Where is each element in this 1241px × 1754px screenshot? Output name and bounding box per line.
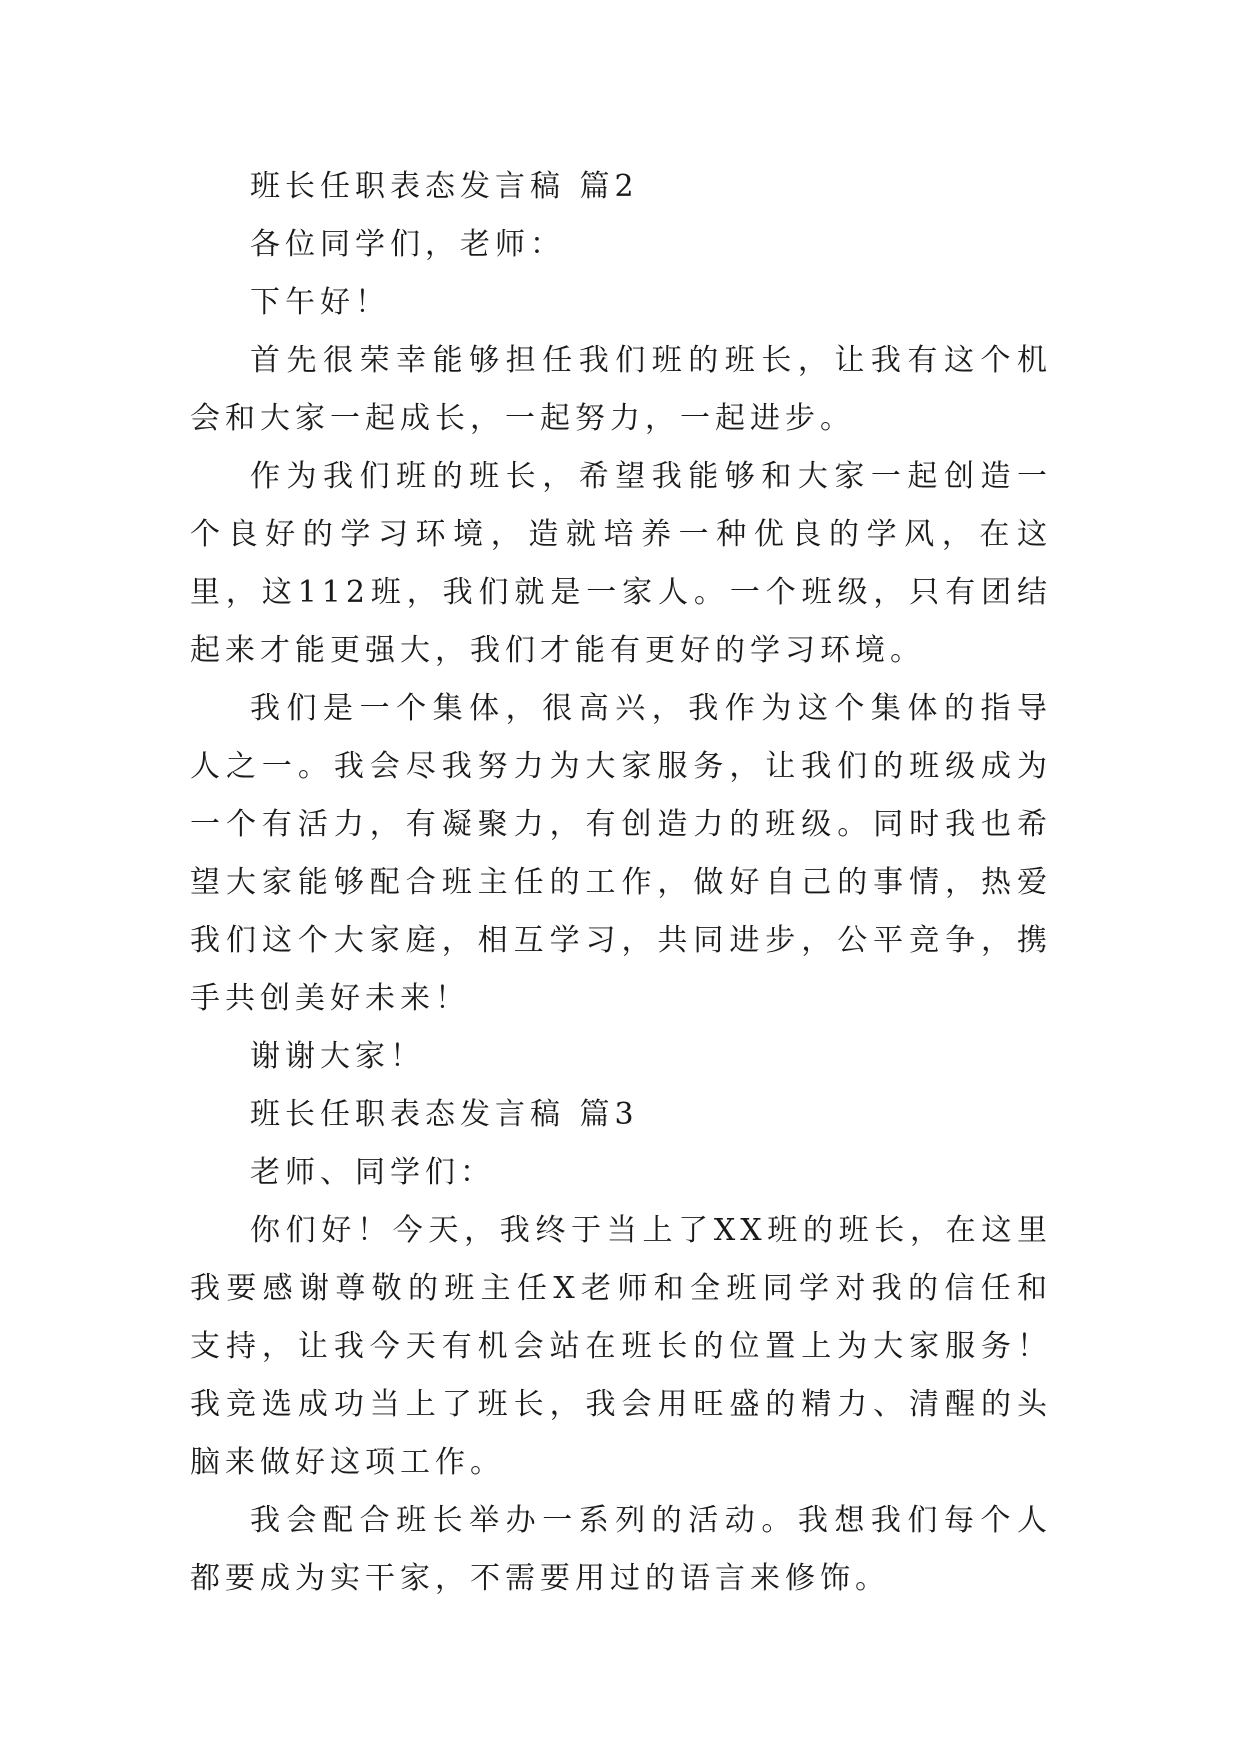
document-body <box>190 158 1052 1608</box>
section-heading-3: 班长任职表态发言稿 篇3 <box>250 1097 639 1132</box>
closing: 谢谢大家！ <box>250 1039 425 1074</box>
greeting: 下午好！ <box>250 285 390 320</box>
paragraph: 作为我们班的班长，希望我能够和大家一起创造一个良好的学习环境，造就培养一种优良的学风，在这里，这112班，我们就是一家人。一个班级，只有团结起来才能更强大，我们才能有更好的学习环境。 <box>190 459 1052 668</box>
section-heading-2: 班长任职表态发言稿 篇2 <box>250 169 639 204</box>
paragraph: 我们是一个集体，很高兴，我作为这个集体的指导人之一。我会尽我努力为大家服务，让我们的班级成为一个有活力，有凝聚力，有创造力的班级。同时我也希望大家能够配合班主任的工作，做好自己的事情，热爱我们这个大家庭，相互学习，共同进步，公平竞争，携手共创美好未来！ <box>190 691 1052 1016</box>
paragraph: 我会配合班长举办一系列的活动。我想我们每个人都要成为实干家，不需要用过的语言来修饰。 <box>190 1503 1052 1596</box>
paragraph: 你们好！今天，我终于当上了XX班的班长，在这里我要感谢尊敬的班主任X老师和全班同学对我的信任和支持，让我今天有机会站在班长的位置上为大家服务！我竞选成功当上了班长，我会用旺盛的精力、清醒的头脑来做好这项工作。 <box>190 1213 1052 1480</box>
paragraph: 首先很荣幸能够担任我们班的班长，让我有这个机会和大家一起成长，一起努力，一起进步。 <box>190 343 1052 436</box>
salutation: 各位同学们，老师： <box>250 227 565 262</box>
salutation: 老师、同学们： <box>250 1155 495 1190</box>
